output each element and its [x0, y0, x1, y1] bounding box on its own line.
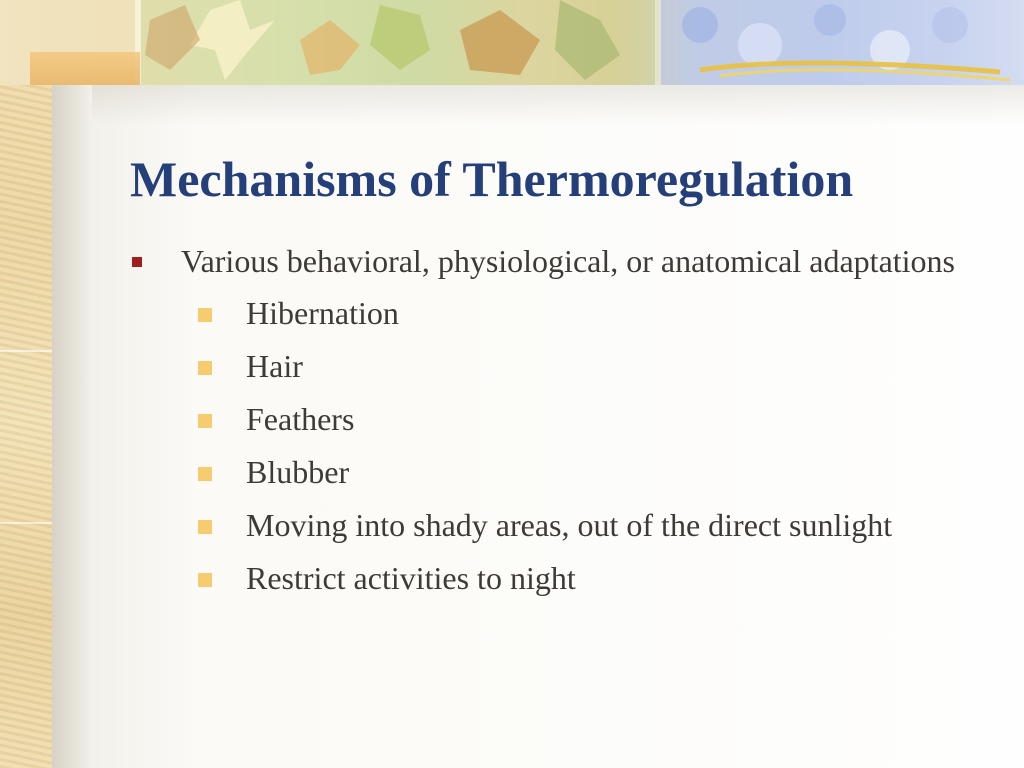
slide-title: Mechanisms of Thermoregulation [130, 151, 854, 207]
left-parchment-strip [0, 0, 52, 768]
banner-shadow [92, 85, 1024, 125]
left-shadow [52, 85, 92, 768]
sub-bullet-text: Blubber [246, 454, 350, 490]
sub-bullet-item [130, 345, 980, 387]
sub-bullet-item [130, 398, 980, 440]
banner-gold-block [30, 52, 140, 85]
main-bullet-item [130, 240, 980, 282]
sub-bullet-item [130, 504, 980, 546]
main-bullet-text: Various behavioral, physiological, or anatomical adaptations [181, 243, 955, 279]
sub-bullet-list [130, 292, 980, 599]
sub-bullet-item [130, 451, 980, 493]
banner-leaves-image [0, 0, 1024, 85]
sub-bullet-text: Hair [246, 348, 303, 384]
sub-bullet-text: Moving into shady areas, out of the direct sunlight [246, 507, 893, 543]
square-bullet-icon [198, 520, 212, 534]
bullet-content [130, 240, 980, 610]
sub-bullet-text: Hibernation [246, 295, 399, 331]
sub-bullet-text: Restrict activities to night [246, 560, 576, 596]
square-bullet-icon [198, 308, 212, 322]
sub-bullet-item [130, 292, 980, 334]
square-bullet-icon [198, 414, 212, 428]
square-bullet-icon [198, 467, 212, 481]
decorative-banner [0, 0, 1024, 85]
square-bullet-icon [198, 573, 212, 587]
square-bullet-icon [132, 257, 142, 267]
square-bullet-icon [198, 361, 212, 375]
sub-bullet-item [130, 557, 980, 599]
sub-bullet-text: Feathers [246, 401, 355, 437]
